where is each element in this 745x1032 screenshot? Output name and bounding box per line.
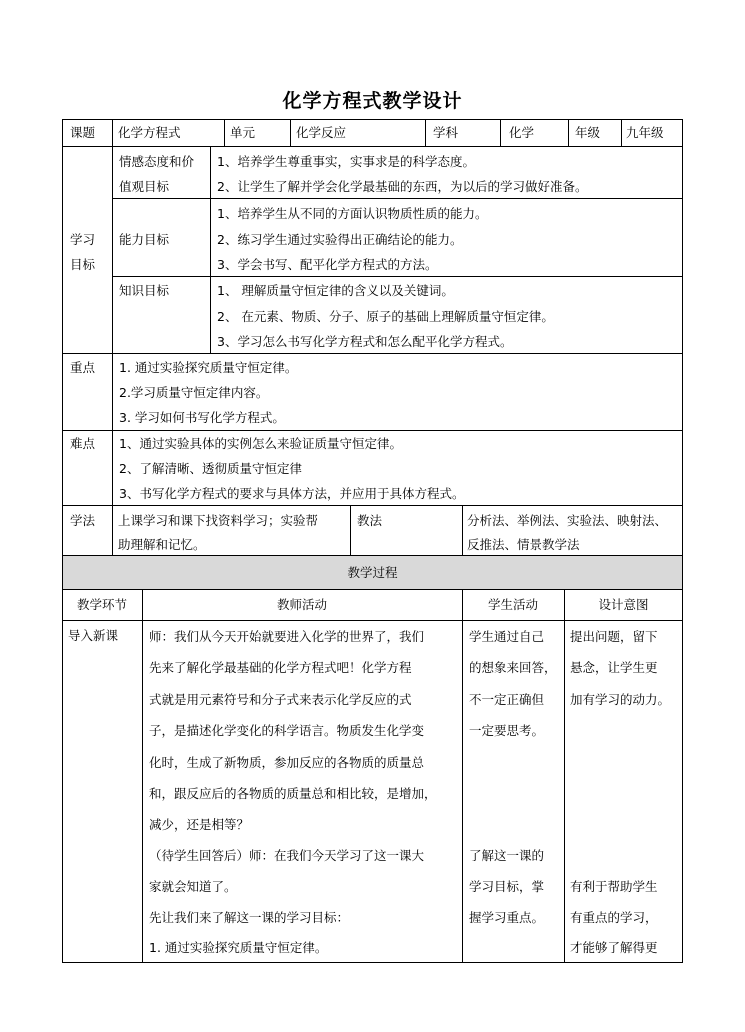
knowledge-label: 知识目标 (119, 283, 170, 298)
intent-line: 有利于帮助学生 (570, 879, 658, 894)
student-line: 的想象来回答， (469, 660, 557, 675)
ability-item: 2、练习学生通过实验得出正确结论的能力。 (217, 232, 463, 247)
intent-line: 悬念，让学生更 (570, 660, 658, 675)
unit-value: 化学反应 (296, 125, 347, 140)
intent-line: 有重点的学习， (570, 910, 658, 925)
difficulty-item: 2、了解清晰、透彻质量守恒定律 (119, 461, 302, 476)
teach-method-label: 教法 (357, 513, 383, 528)
study-method-line: 上课学习和课下找资料学习；实验帮 (118, 513, 319, 528)
teacher-line: 师：我们从今天开始就要进入化学的世界了，我们 (149, 629, 425, 644)
knowledge-item: 2、 在元素、物质、分子、原子的基础上理解质量守恒定律。 (217, 309, 554, 324)
label-grade: 年级 (575, 125, 601, 140)
emotion-label-line2: 值观目标 (119, 179, 170, 194)
teach-method-line: 分析法、举例法、实验法、映射法、 (467, 513, 668, 528)
stage-intro: 导入新课 (68, 628, 119, 643)
key-point-item: 1. 通过实验探究质量守恒定律。 (119, 360, 298, 375)
teacher-line: 化时，生成了新物质，参加反应的各物质的质量总 (149, 755, 425, 770)
teacher-line: 减少，还是相等？ (149, 817, 250, 832)
student-line: 不一定正确但 (469, 692, 545, 707)
teacher-line: 和，跟反应后的各物质的质量总和相比较，是增加， (149, 786, 437, 801)
key-points-label: 重点 (70, 360, 96, 375)
study-method-line: 助理解和记忆。 (118, 537, 206, 552)
teacher-line: （待学生回答后）师：在我们今天学习了这一课大 (149, 848, 425, 863)
knowledge-item: 1、 理解质量守恒定律的含义以及关键词。 (217, 283, 454, 298)
col-teacher-header: 教师活动 (276, 597, 327, 612)
difficulty-item: 1、通过实验具体的实例怎么来验证质量守恒定律。 (119, 436, 402, 451)
col-intent-header: 设计意图 (598, 597, 649, 612)
topic-value: 化学方程式 (118, 125, 181, 140)
key-point-item: 3. 学习如何书写化学方程式。 (119, 410, 285, 425)
student-line: 了解这一课的 (469, 848, 545, 863)
col-stage-header: 教学环节 (76, 597, 127, 612)
teach-method-line: 反推法、情景教学法 (467, 537, 580, 552)
subject-value: 化学 (509, 125, 535, 140)
difficulty-item: 3、书写化学方程式的要求与具体方法，并应用于具体方程式。 (119, 486, 465, 501)
emotion-label-line1: 情感态度和价 (119, 154, 195, 169)
ability-item: 3、学会书写、配平化学方程式的方法。 (217, 257, 438, 272)
ability-label: 能力目标 (119, 232, 170, 247)
student-line: 学习目标，掌 (469, 879, 545, 894)
teacher-line: 式就是用元素符号和分子式来表示化学反应的式 (149, 692, 412, 707)
emotion-item: 2、让学生了解并学会化学最基础的东西，为以后的学习做好准备。 (217, 179, 588, 194)
teacher-line: 1. 通过实验探究质量守恒定律。 (149, 940, 328, 955)
teacher-line: 先来了解化学最基础的化学方程式吧！化学方程 (149, 660, 412, 675)
student-line: 握学习重点。 (469, 910, 545, 925)
page-title: 化学方程式教学设计 (282, 90, 463, 112)
label-subject: 学科 (433, 125, 459, 140)
label-topic: 课题 (70, 125, 96, 140)
intent-line: 提出问题，留下 (570, 629, 658, 644)
study-method-label: 学法 (70, 513, 96, 528)
grade-value: 九年级 (626, 125, 664, 140)
label-unit: 单元 (230, 125, 256, 140)
process-heading: 教学过程 (347, 565, 398, 580)
teacher-line: 子，是描述化学变化的科学语言。物质发生化学变 (149, 723, 425, 738)
teacher-line: 先让我们来了解这一课的学习目标： (149, 910, 350, 925)
intent-line: 才能够了解得更 (570, 940, 658, 955)
emotion-item: 1、培养学生尊重事实，实事求是的科学态度。 (217, 154, 475, 169)
student-line: 学生通过自己 (469, 629, 545, 644)
goals-label-line2: 目标 (70, 257, 96, 272)
intent-line: 加有学习的动力。 (570, 692, 671, 707)
col-student-header: 学生活动 (487, 597, 538, 612)
difficulties-label: 难点 (70, 436, 96, 451)
key-point-item: 2.学习质量守恒定律内容。 (119, 385, 269, 400)
knowledge-item: 3、学习怎么书写化学方程式和怎么配平化学方程式。 (217, 334, 513, 349)
student-line: 一定要思考。 (469, 723, 545, 738)
goals-label-line1: 学习 (70, 232, 96, 247)
teacher-line: 家就会知道了。 (149, 879, 237, 894)
ability-item: 1、培养学生从不同的方面认识物质性质的能力。 (217, 206, 488, 221)
